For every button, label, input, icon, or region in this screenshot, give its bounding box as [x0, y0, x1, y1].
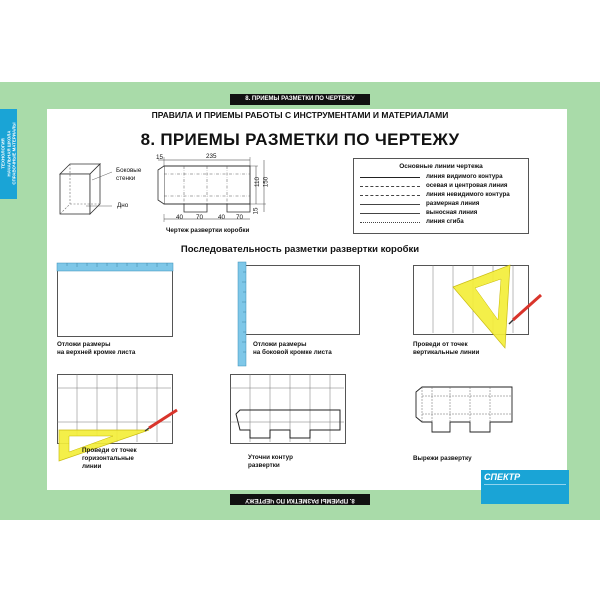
- legend-label: выносная линия: [426, 209, 478, 216]
- line-legend: [353, 158, 529, 234]
- ruler-vertical: [238, 262, 247, 366]
- legend-label: линия сгиба: [426, 218, 464, 225]
- page-subtitle: ПРАВИЛА И ПРИЕМЫ РАБОТЫ С ИНСТРУМЕНТАМИ И МАТЕРИАЛАМИ: [151, 110, 449, 120]
- sidebar-line: НАЧАЛЬНАЯ ШКОЛА: [6, 130, 11, 177]
- step5-caption: [248, 454, 293, 470]
- dim-label: 235: [206, 153, 217, 160]
- legend-label: линия невидимого контура: [426, 191, 510, 198]
- logo-fineprint: [484, 484, 566, 503]
- step6-cutout: [412, 384, 517, 439]
- legend-label: осевая и центровая линия: [426, 182, 508, 189]
- box-sketch: [56, 160, 106, 220]
- box-walls-label: Боковые стенки: [116, 167, 142, 182]
- step-caption-line: вертикальные линии: [413, 349, 480, 356]
- sidebar-line: СПРАВОЧНЫЕ МАТЕРИАЛЫ: [11, 122, 17, 185]
- step-caption-line: Проведи от точек: [413, 341, 468, 348]
- legend-row: [360, 173, 524, 181]
- ruler-horizontal: [57, 263, 173, 272]
- step4-caption: [82, 447, 137, 471]
- step2-sheet: [244, 265, 360, 335]
- step-caption-line: Уточни контур: [248, 454, 293, 461]
- blueprint-caption: Чертеж развертки коробки: [166, 227, 250, 234]
- dim-label: 110: [254, 176, 262, 188]
- step1-caption: [57, 341, 135, 357]
- legend-title: Основные линии чертежа: [399, 163, 483, 170]
- legend-swatch-thin: [360, 204, 420, 205]
- legend-row: [360, 218, 524, 226]
- legend-row: [360, 209, 524, 217]
- step2-caption: [253, 341, 332, 357]
- box-blueprint: [150, 152, 270, 232]
- header-bar: 8. ПРИЕМЫ РАЗМЕТКИ ПО ЧЕРТЕЖУ: [230, 94, 370, 105]
- legend-swatch-fold: [360, 222, 420, 223]
- step-caption-line: горизонтальные: [82, 455, 134, 462]
- step-caption-line: Отложи размеры: [253, 341, 307, 348]
- step6-caption: [413, 455, 472, 463]
- step3-caption: [413, 341, 479, 357]
- legend-swatch-solid: [360, 177, 420, 178]
- dim-label: 15: [156, 154, 164, 161]
- dim-label: 70: [236, 214, 244, 221]
- footer-bar: 8. ПРИЕМЫ РАЗМЕТКИ ПО ЧЕРТЕЖУ: [230, 494, 370, 505]
- step-caption-line: Вырежи развертку: [413, 455, 472, 462]
- legend-label: размерная линия: [426, 200, 480, 207]
- sidebar-line: ТЕХНОЛОГИЯ: [0, 138, 6, 169]
- publisher-logo: [481, 470, 569, 504]
- sidebar-text: [1, 109, 18, 199]
- legend-row: [360, 191, 524, 199]
- legend-row: [360, 182, 524, 190]
- dim-label: 70: [196, 214, 204, 221]
- legend-row: [360, 200, 524, 208]
- dim-label: 150: [262, 176, 270, 188]
- step-caption-line: развертки: [248, 462, 280, 469]
- step-caption-line: линии: [82, 463, 102, 470]
- dim-label: 15: [252, 207, 260, 215]
- legend-swatch-dashed: [360, 195, 420, 196]
- legend-swatch-dashdot: [360, 186, 420, 187]
- step5-drawing: [230, 374, 345, 444]
- step-caption-line: на верхней кромке листа: [57, 349, 136, 356]
- legend-swatch-thin: [360, 213, 420, 214]
- page-title: 8. ПРИЕМЫ РАЗМЕТКИ ПО ЧЕРТЕЖУ: [140, 130, 460, 149]
- step-caption-line: на боковой кромке листа: [253, 349, 332, 356]
- legend-label: линия видимого контура: [426, 173, 503, 180]
- dim-label: 40: [176, 214, 184, 221]
- logo-name: СПЕКТР: [484, 472, 521, 482]
- step1-sheet: [57, 270, 173, 337]
- step-caption-line: Проведи от точек: [82, 447, 137, 454]
- step-caption-line: Отложи размеры: [57, 341, 111, 348]
- section-title: Последовательность разметки развертки коробки: [180, 244, 420, 255]
- box-bottom-label: Дно: [117, 202, 129, 209]
- dim-label: 40: [218, 214, 226, 221]
